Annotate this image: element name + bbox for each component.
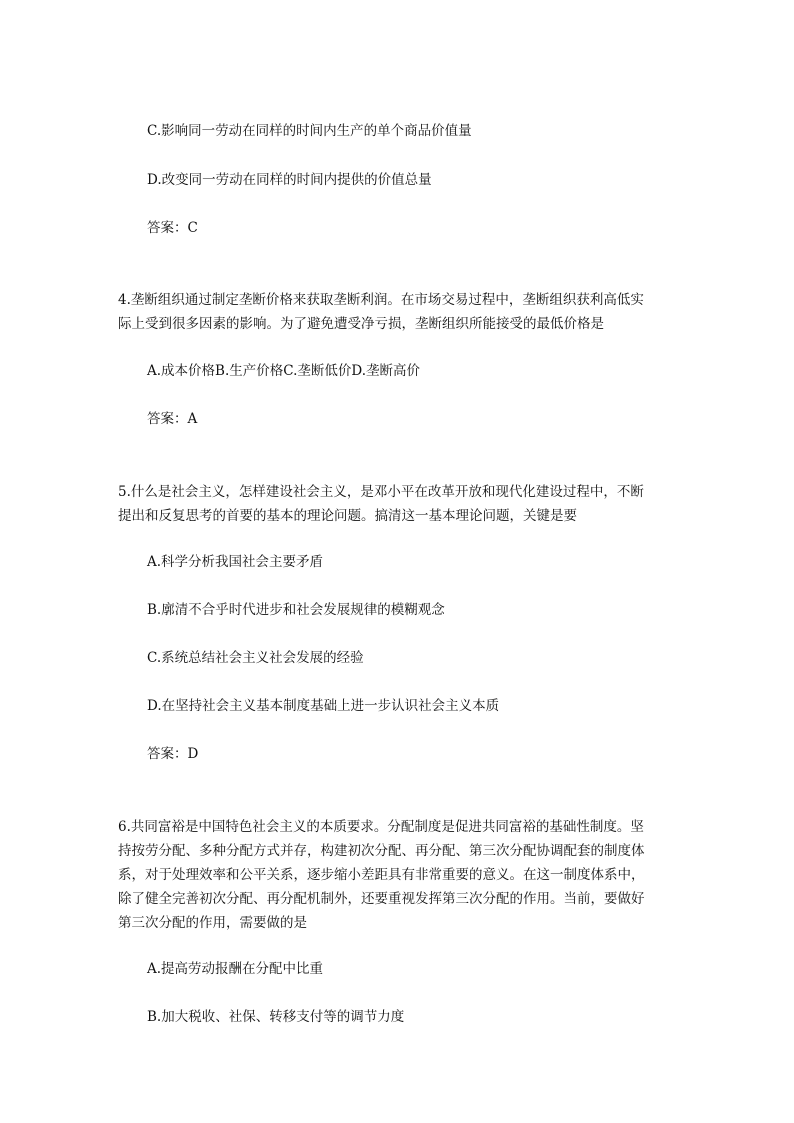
q3-answer: 答案：C [147, 220, 198, 236]
q5-option-a: A.科学分析我国社会主要矛盾 [147, 554, 324, 570]
q4-stem-line2: 际上受到很多因素的影响。为了避免遭受净亏损，垄断组织所能接受的最低价格是 [118, 316, 604, 332]
q3-option-c: C.影响同一劳动在同样的时间内生产的单个商品价值量 [147, 123, 472, 139]
q5-option-b: B.廓清不合乎时代进步和社会发展规律的模糊观念 [147, 602, 445, 618]
q4-stem-line1: 4.垄断组织通过制定垄断价格来获取垄断利润。在市场交易过程中，垄断组织获利高低实 [118, 292, 644, 308]
q5-option-d: D.在坚持社会主义基本制度基础上进一步认识社会主义本质 [147, 698, 500, 714]
q6-option-b: B.加大税收、社保、转移支付等的调节力度 [147, 1009, 405, 1025]
q3-option-d: D.改变同一劳动在同样的时间内提供的价值总量 [147, 172, 432, 188]
q6-stem-line5: 第三次分配的作用，需要做的是 [118, 915, 307, 931]
q5-stem-line2: 提出和反复思考的首要的基本的理论问题。搞清这一基本理论问题，关键是要 [118, 508, 577, 524]
q5-stem-line1: 5.什么是社会主义，怎样建设社会主义，是邓小平在改革开放和现代化建设过程中，不断 [118, 484, 644, 500]
q6-stem-line1: 6.共同富裕是中国特色社会主义的本质要求。分配制度是促进共同富裕的基础性制度。坚 [118, 819, 644, 835]
q5-option-c: C.系统总结社会主义社会发展的经验 [147, 650, 364, 666]
q4-options: A.成本价格B.生产价格C.垄断低价D.垄断高价 [147, 363, 421, 379]
q5-answer: 答案：D [147, 746, 199, 762]
q4-answer: 答案：A [147, 411, 198, 427]
q6-stem-line4: 除了健全完善初次分配、再分配机制外，还要重视发挥第三次分配的作用。当前，要做好 [118, 891, 645, 907]
q6-stem-line2: 持按劳分配、多种分配方式并存，构建初次分配、再分配、第三次分配协调配套的制度体 [118, 843, 645, 859]
q6-option-a: A.提高劳动报酬在分配中比重 [147, 961, 324, 977]
q6-stem-line3: 系，对于处理效率和公平关系，逐步缩小差距具有非常重要的意义。在这一制度体系中， [118, 867, 645, 883]
